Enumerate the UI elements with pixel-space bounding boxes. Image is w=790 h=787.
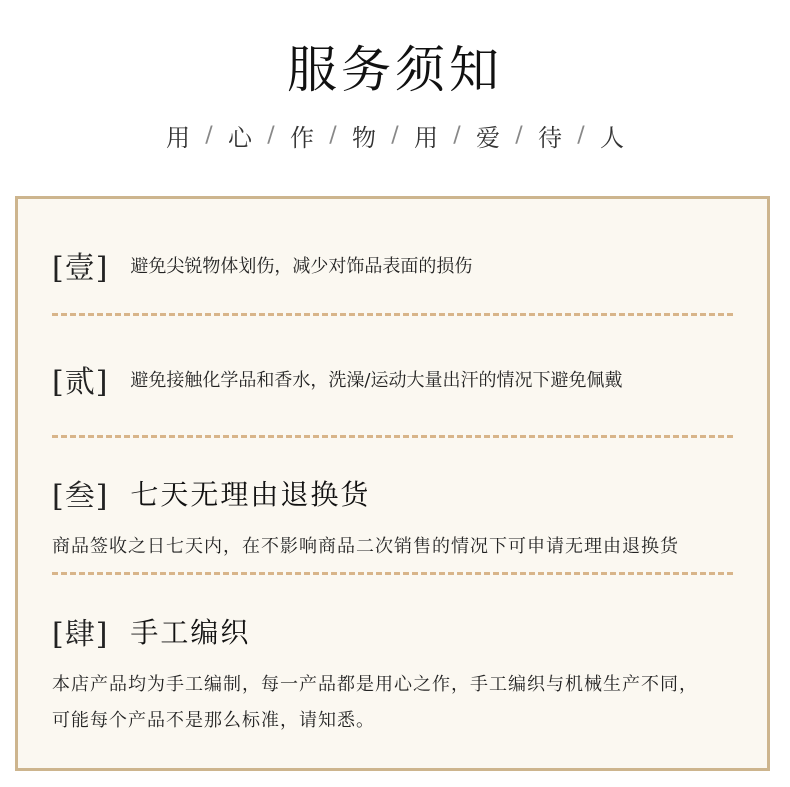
subtitle-char: 作 <box>290 124 314 152</box>
dashed-divider <box>52 313 733 316</box>
dashed-divider <box>52 572 733 575</box>
item-badge: [贰] <box>52 365 109 400</box>
item-text-line-2: 可能每个产品不是那么标准，请知悉。 <box>52 710 375 731</box>
separator: / <box>453 123 461 148</box>
separator: / <box>205 123 213 148</box>
separator: / <box>515 123 523 148</box>
item-text: 避免尖锐物体划伤，减少对饰品表面的损伤 <box>130 256 473 277</box>
subtitle-char: 人 <box>600 124 624 152</box>
separator: / <box>577 123 585 148</box>
item-text-line-1: 本店产品均为手工编制，每一产品都是用心之作，手工编织与机械生产不同， <box>52 674 698 695</box>
page-title: 服务须知 <box>287 41 503 99</box>
subtitle <box>0 118 790 153</box>
item-badge: [壹] <box>52 251 109 286</box>
item-badge: [叁] <box>52 479 109 514</box>
item-title: 七天无理由退换货 <box>130 478 371 511</box>
notice-item-4 <box>52 609 733 739</box>
notice-item-2 <box>52 357 733 401</box>
subtitle-char: 心 <box>228 124 252 152</box>
notice-panel <box>15 196 770 771</box>
subtitle-char: 待 <box>538 124 562 152</box>
item-text: 商品签收之日七天内，在不影响商品二次销售的情况下可申请无理由退换货 <box>52 536 679 557</box>
item-badge: [肆] <box>52 617 109 652</box>
item-title: 手工编织 <box>130 616 251 649</box>
notice-item-3 <box>52 471 733 565</box>
dashed-divider <box>52 435 733 438</box>
subtitle-char: 用 <box>414 124 438 152</box>
subtitle-char: 物 <box>352 124 376 152</box>
subtitle-char: 用 <box>166 124 190 152</box>
notice-item-1 <box>52 243 733 287</box>
separator: / <box>391 123 399 148</box>
item-text: 避免接触化学品和香水，洗澡/运动大量出汗的情况下避免佩戴 <box>130 370 623 391</box>
subtitle-char: 爱 <box>476 124 500 152</box>
separator: / <box>329 123 337 148</box>
separator: / <box>267 123 275 148</box>
